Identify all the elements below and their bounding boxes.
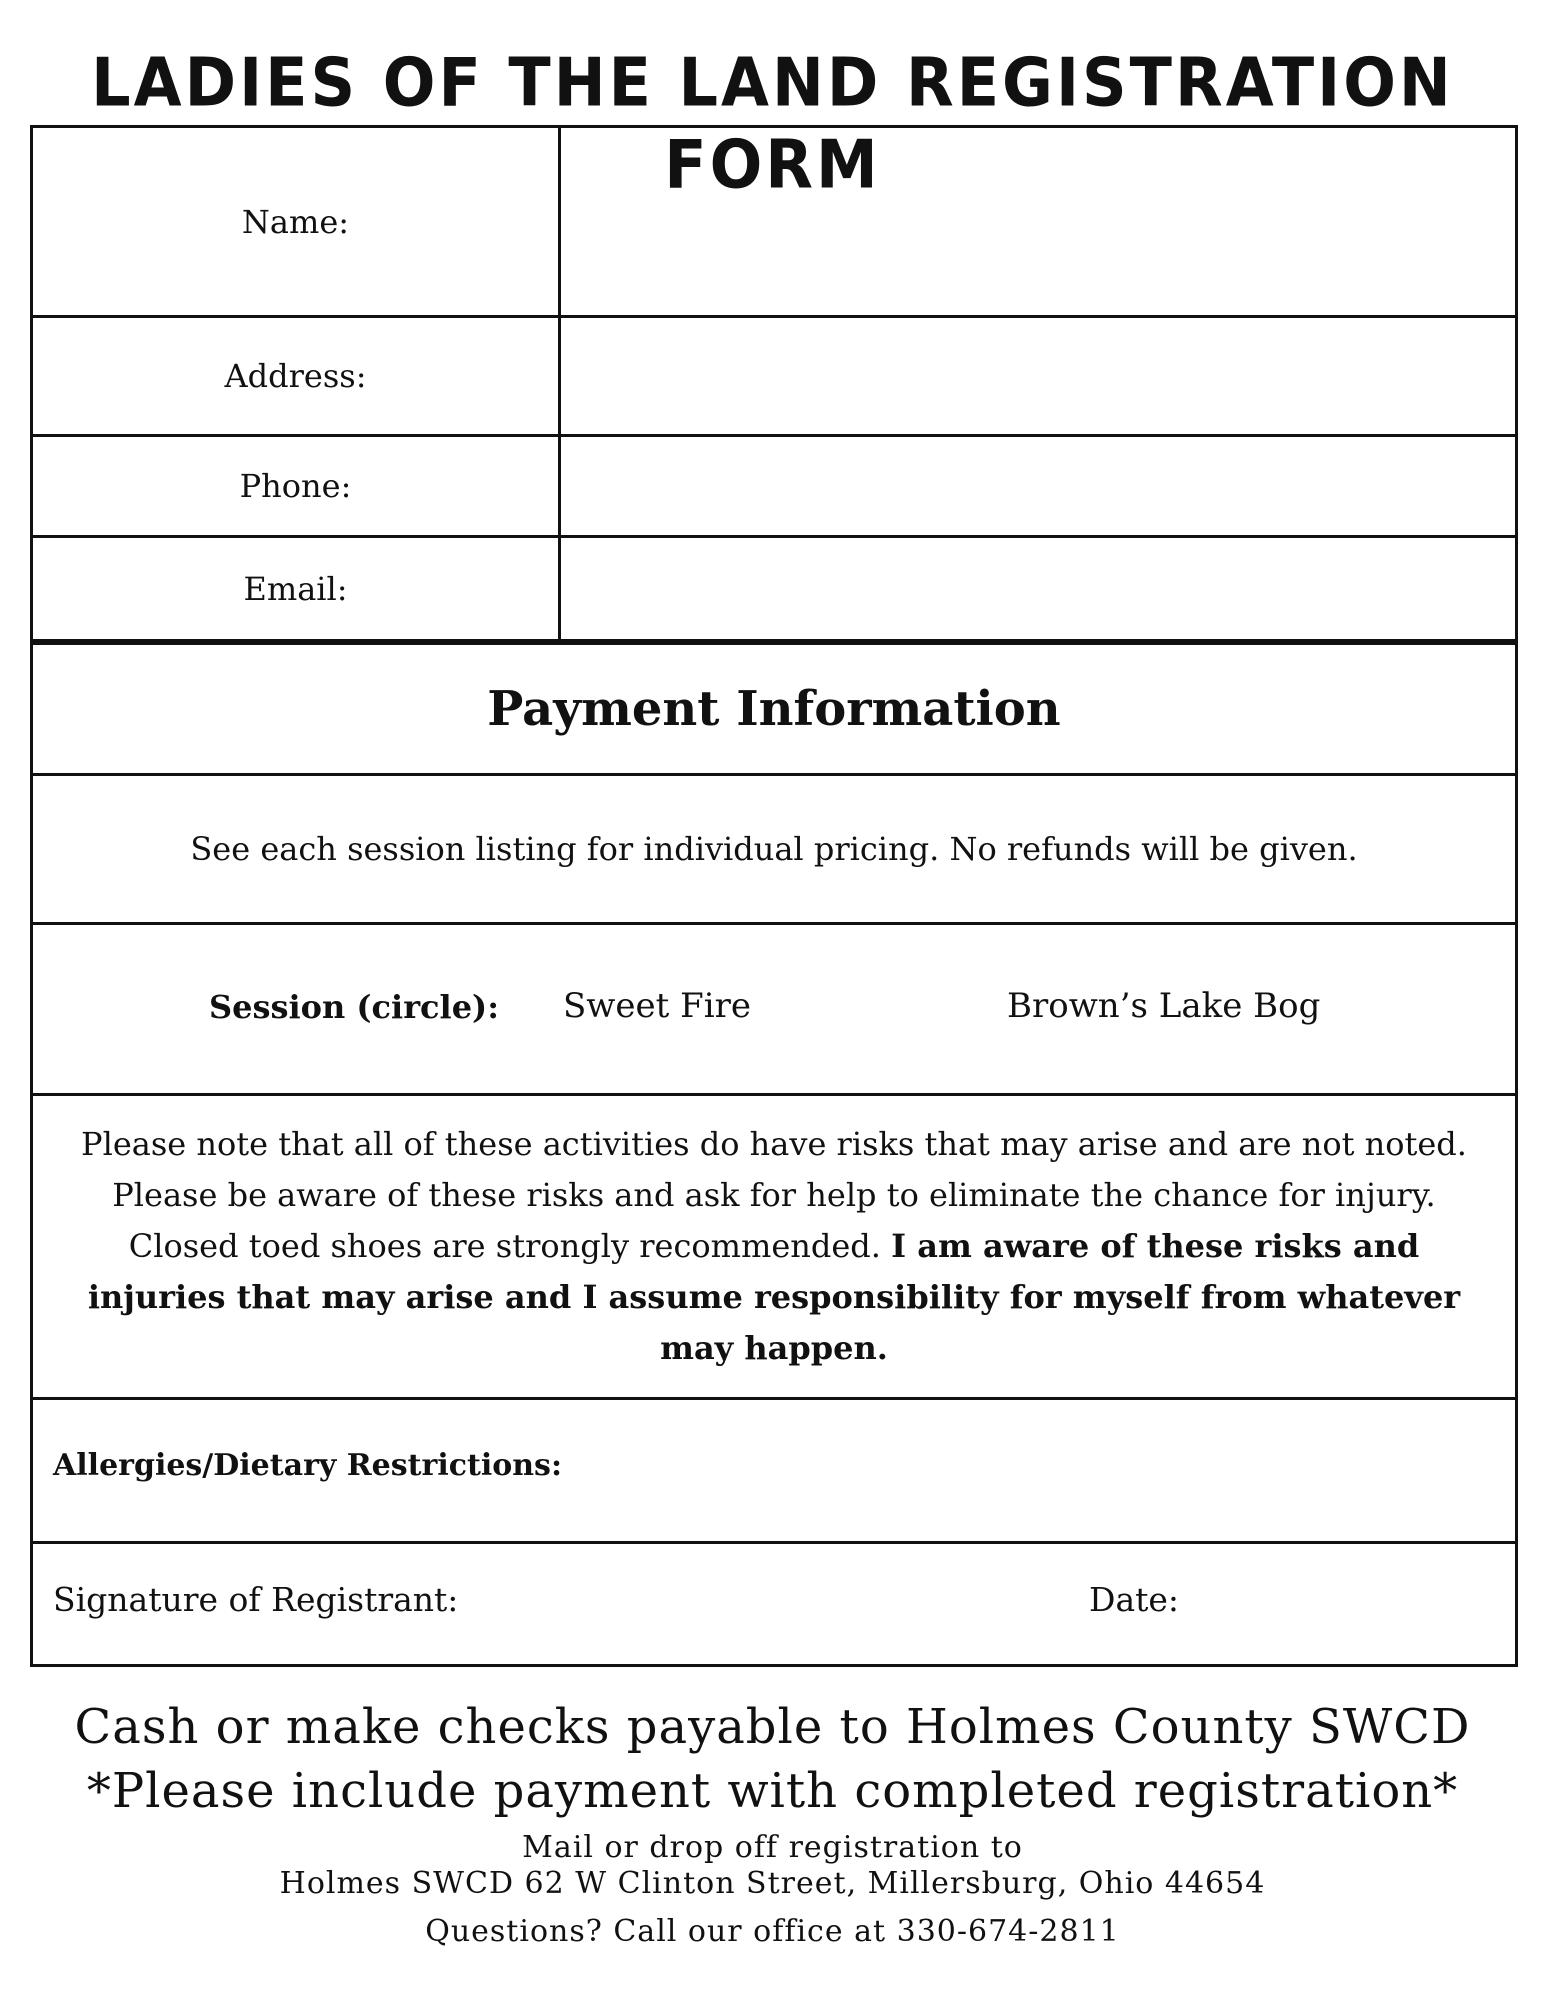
allergies-row[interactable] <box>33 1400 1515 1544</box>
pricing-note: See each session listing for individual pricing. No refunds will be given. <box>190 830 1358 868</box>
email-label: Email: <box>33 538 561 639</box>
phone-row <box>33 437 1515 538</box>
signature-row <box>33 1544 1515 1664</box>
pricing-note-row <box>33 776 1515 925</box>
mailing-address: Holmes SWCD 62 W Clinton Street, Millersburg, Ohio 44654 <box>279 1866 1266 1901</box>
registration-form <box>30 125 1518 1667</box>
email-field[interactable] <box>561 538 1515 639</box>
contact-phone: Questions? Call our office at 330-674-2811 <box>425 1914 1120 1949</box>
session-label: Session (circle): <box>209 988 499 1026</box>
payment-heading-row <box>33 645 1515 776</box>
session-option-sweet-fire[interactable]: Sweet Fire <box>563 986 751 1026</box>
payment-heading: Payment Information <box>487 681 1061 737</box>
address-field[interactable] <box>561 318 1515 434</box>
payment-reminder: *Please include payment with completed registration* <box>86 1763 1459 1819</box>
risk-acknowledgement: I am aware of these risks and injuries that may arise and I assume responsibility for myself from whatever may happen. <box>87 1227 1461 1367</box>
risk-row <box>33 1096 1515 1400</box>
phone-field[interactable] <box>561 437 1515 535</box>
mail-instructions: Mail or drop off registration to <box>522 1830 1023 1865</box>
risk-text: Please note that all of these activities do have risks that may arise and are not noted. Please be aware of these risks and ask for help to eliminate the chance for injury. Closed toed shoes are strongly recommended. <box>81 1125 1467 1265</box>
address-row <box>33 318 1515 437</box>
allergies-label: Allergies/Dietary Restrictions: <box>53 1448 563 1483</box>
payment-instructions: Cash or make checks payable to Holmes County SWCD <box>74 1699 1471 1755</box>
signature-label: Signature of Registrant: <box>53 1580 459 1619</box>
session-option-browns-lake-bog[interactable]: Brown’s Lake Bog <box>1007 986 1321 1026</box>
phone-label: Phone: <box>33 437 561 535</box>
date-label: Date: <box>1089 1580 1180 1619</box>
email-row <box>33 538 1515 645</box>
name-row <box>33 128 1515 318</box>
form-title: LADIES OF THE LAND REGISTRATION FORM <box>91 43 1454 204</box>
address-label: Address: <box>33 318 561 434</box>
session-row <box>33 925 1515 1096</box>
name-label: Name: <box>33 128 561 315</box>
risk-notice <box>33 1119 1515 1374</box>
name-field[interactable] <box>561 128 1515 315</box>
